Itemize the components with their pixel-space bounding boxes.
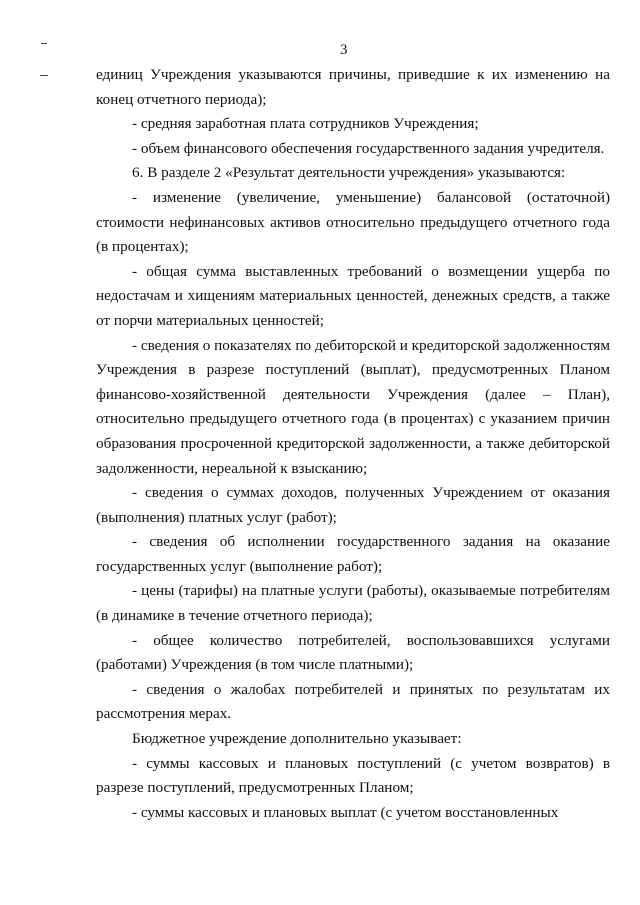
paragraph: - изменение (увеличение, уменьшение) балансовой (остаточной) стоимости нефинансовых активов относительно предыдущего отчетного года (в процентах); — [96, 188, 610, 256]
paragraph: - средняя заработная плата сотрудников Учреждения; — [132, 115, 479, 133]
paragraph: единиц Учреждения указываются причины, приведшие к их изменению на конец отчетного периода); — [96, 66, 610, 108]
document-body — [96, 63, 610, 825]
paragraph: - объем финансового обеспечения государственного задания учредителя. — [132, 139, 605, 157]
paragraph: - общая сумма выставленных требований о возмещении ущерба по недостачам и хищениям материальных ценностей, денежных средств, а также от порчи материальных ценностей; — [96, 262, 610, 329]
scan-artifact-mark — [41, 43, 47, 44]
page-number: 3 — [340, 42, 348, 58]
paragraph: - общее количество потребителей, воспользовавшихся услугами (работами) Учреждения (в том числе платными); — [96, 631, 610, 674]
paragraph: - сведения о жалобах потребителей и принятых по результатам их рассмотрения мерах. — [96, 680, 610, 723]
paragraph: 6. В разделе 2 «Результат деятельности учреждения» указываются: — [132, 164, 566, 182]
paragraph: - сведения о суммах доходов, полученных Учреждением от оказания (выполнения) платных услуг (работ); — [96, 484, 610, 526]
scan-artifact-mark — [40, 75, 48, 76]
paragraph: Бюджетное учреждение дополнительно указывает: — [132, 730, 462, 748]
paragraph: - суммы кассовых и плановых поступлений (с учетом возвратов) в разрезе поступлений, предусмотренных Планом; — [96, 754, 610, 797]
paragraph: - цены (тарифы) на платные услуги (работы), оказываемые потребителям (в динамике в течение отчетного периода); — [96, 582, 610, 625]
paragraph: - сведения об исполнении государственного задания на оказание государственных услуг (выполнение работ); — [96, 533, 610, 575]
paragraph: - сведения о показателях по дебиторской и кредиторской задолженностям Учреждения в разрезе поступлений (выплат), предусмотренных Планом финансово-хозяйственной деятельности Учреждения (далее – План), относительно предыдущего отчетного года (в процентах) с указанием причин образования просроченной кредиторской задолженности, а также дебиторской задолженности, нереальной к взысканию; — [96, 336, 610, 477]
paragraph: - суммы кассовых и плановых выплат (с учетом восстановленных — [132, 803, 559, 821]
